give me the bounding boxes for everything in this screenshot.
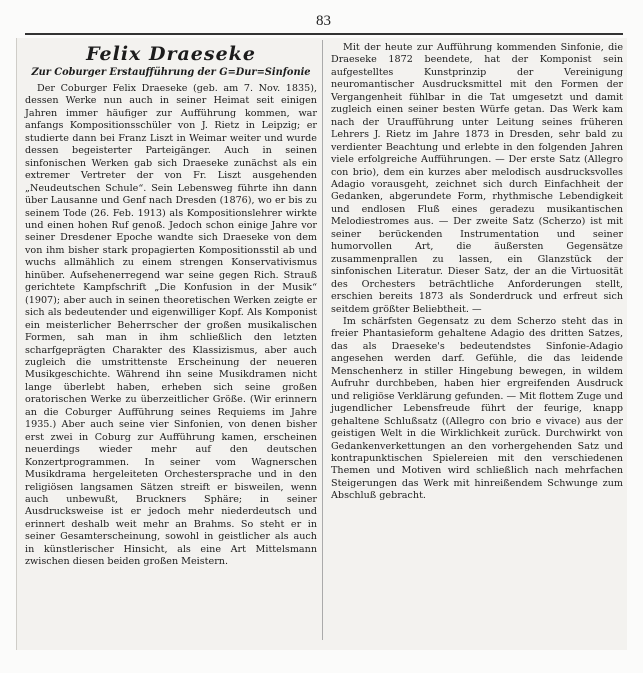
article-paragraph-2: Mit der heute zur Aufführung kommenden Sinfonie, die Draeseke 1872 beendete, hat der Komponist sein aufgestelltes Kunstprinzip der Vereinigung neuromantischer Ausdrucksmittel mit den Formen der Vergangenheit fühlbar in die Tat umgesetzt und damit zugleich einen seiner besten Würfe getan. Das Werk kam nach der Uraufführung unter Leitung seines früheren Lehrers J. Rietz im Jahre 1873 in Dresden, sehr bald zu verdienter Beachtung und erlebte in den folgenden Jahren viele erfolgreiche Aufführungen. — Der erste Satz (Allegro con brio), dem ein kurzes aber melodisch ausdrucksvolles Adagio vorausgeht, zeichnet sich durch Einfachheit der Gedanken, abgerundete Form, rhythmische Lebendigkeit und endlosen Fluß eines geradezu musikantischen Melodiestromes aus. — Der zweite Satz (Scherzo) ist mit seiner berückenden Instrumentation und seiner humorvollen Art, die äußersten Gegensätze zusammenprallen zu lassen, ein Glanzstück der sinfonischen Literatur. Dieser Satz, der an die Virtuosität des Orchesters beträchtliche Anforderungen stellt, erschien bereits 1873 als Sonderdruck und erfreut sich seitdem größter Beliebtheit. — [331,42,623,315]
column-divider [322,40,323,640]
right-column [331,42,623,503]
article-subtitle: Zur Coburger Erstaufführung der G=Dur=Sinfonie [31,67,311,78]
top-rule [25,33,623,35]
page-number: 83 [316,13,331,29]
article-paragraph-1: Der Coburger Felix Draeseke (geb. am 7. Nov. 1835), dessen Werke nun auch in seiner Heimat seit einigen Jahren immer häufiger zur Aufführung kommen, war anfangs Kompositionsschüler von J. Rietz in Leipzig; er studierte dann bei Franz Liszt in Weimar weiter und wurde dessen begeisterter Parteigänger. Auch in seinen sinfonischen Werken gab sich Draeseke zunächst als ein extremer Vertreter der von Fr. Liszt ausgehenden „Neudeutschen Schule“. Sein Lebensweg führte ihn dann über Lausanne und Genf nach Dresden (1876), wo er bis zu seinem Tode (26. Feb. 1913) als Kompositionslehrer wirkte und einen hohen Ruf genoß. Jedoch schon einige Jahre vor seiner Dresdener Epoche wandte sich Draeseke von dem von ihm bisher stark propagierten Kompositionsstil ab und wuchs allmählich zu einem strengen Konservativismus hinüber. Aufsehenerregend war seine gegen Rich. Strauß gerichtete Kampfschrift „Die Konfusion in der Musik“ (1907); aber auch in seinen theoretischen Werken zeigte er sich als bedeutender und eigenwilliger Kopf. Als Komponist ein meisterlicher Beherrscher der großen musikalischen Formen, sah man in ihm schließlich den letzten scharfgeprägten Charakter des Klassizismus, aber auch zugleich die umstrittenste Erscheinung der neueren Musikgeschichte. Während ihn seine Musikdramen nicht lange überlebt haben, erheben sich seine großen oratorischen Werke zu überzeitlicher Größe. (Wir erinnern an die Coburger Aufführung seines Requiems im Jahre 1935.) Aber auch seine vier Sinfonien, von denen bisher erst zwei in Coburg zur Aufführung kamen, erscheinen neuerdings wieder mehr auf den deutschen Konzertprogrammen. In seiner vom Wagnerschen Musikdrama hergeleiteten Orchestersprache und in den religiösen langsamen Sätzen streift er bisweilen, wenn auch unbewußt, Bruckners Sphäre; in seiner Ausdrucksweise ist er jedoch mehr niederdeutsch und erinnert deshalb weit mehr an Brahms. So steht er in seiner Gesamterscheinung, sowohl in geistlicher als auch in künstlerischer Hinsicht, als eine Art Mittelsmann zwischen diesen beiden großen Meistern. [25,83,317,568]
newspaper-clipping [16,38,627,650]
article-title: Felix Draeseke [86,43,256,65]
left-column [25,42,317,569]
article-paragraph-3: Im schärfsten Gegensatz zu dem Scherzo steht das in freier Phantasieform gehaltene Adagio des dritten Satzes, das als Draeseke's bedeutendstes Sinfonie-Adagio angesehen werden darf. Gefühle, die das leidende Menschenherz in stiller Hingebung bewegen, in wildem Aufruhr durchbeben, haben hier ergreifenden Ausdruck und religiöse Verklärung gefunden. — Mit flottem Zuge und jugendlicher Lebensfreude führt der feurige, knapp gehaltene Schlußsatz ((Allegro con brio e vivace) aus der geistigen Welt in die Wirklichkeit zurück. Durchwirkt von Gedankenverkettungen an den vorhergehenden Satz und kontrapunktischen Spielereien mit den verschiedenen Themen und Motiven wird schließlich nach mehrfachen Steigerungen das Werk mit hinreißendem Schwunge zum Abschluß gebracht. [331,315,623,502]
